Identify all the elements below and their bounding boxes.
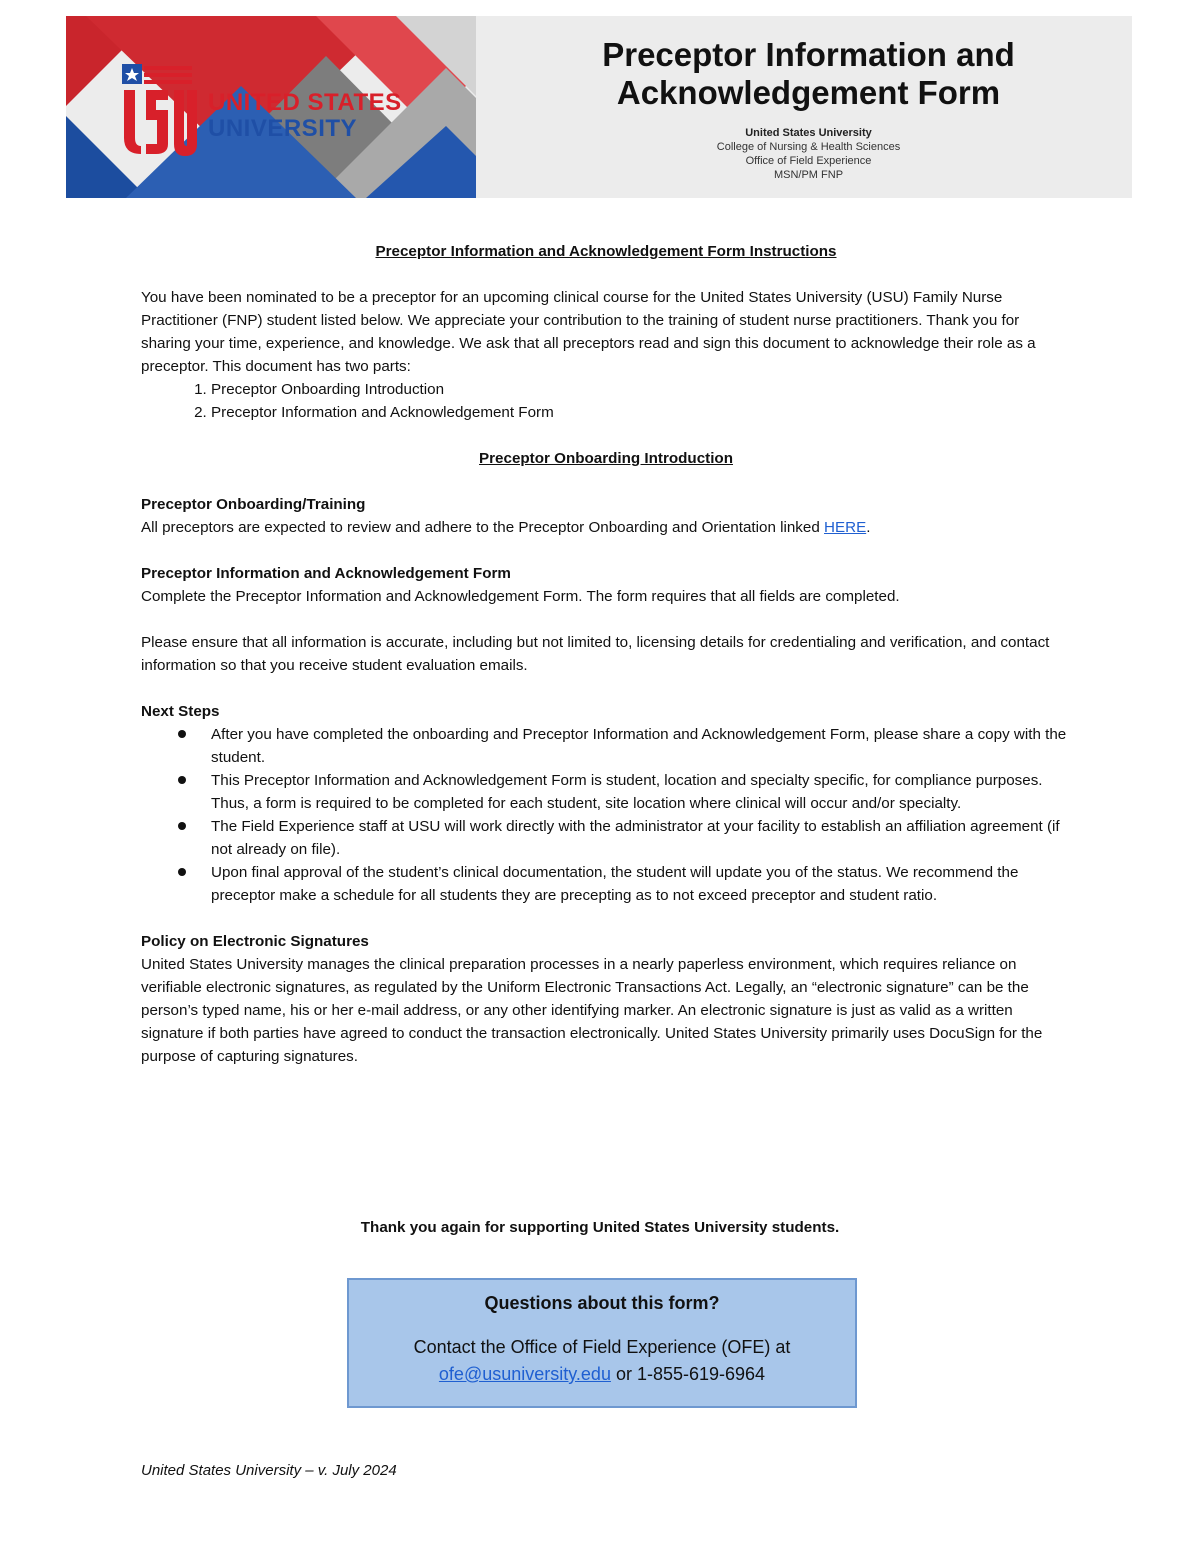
phone-number: 1-855-619-6964 — [636, 1364, 766, 1384]
next-steps-heading: Next Steps — [141, 703, 220, 720]
training-paragraph — [141, 516, 1071, 539]
questions-box — [347, 1278, 857, 1408]
questions-contact — [349, 1334, 855, 1388]
logo-line2: UNIVERSITY — [208, 115, 358, 142]
contact-text: Contact the Office of Field Experience (OFE) at — [413, 1337, 791, 1357]
next-steps-list — [141, 723, 1071, 907]
page-title-line2: Acknowledgement Form — [616, 74, 1001, 111]
instructions-heading: Preceptor Information and Acknowledgement Form Instructions — [375, 243, 837, 260]
program-name: MSN/PM FNP — [773, 169, 844, 181]
college-name: College of Nursing & Health Sciences — [716, 141, 901, 153]
list-item: 2. Preceptor Information and Acknowledgement Form — [211, 401, 1071, 424]
here-link[interactable]: HERE — [824, 519, 867, 536]
page-title-line1: Preceptor Information and — [602, 36, 1015, 73]
logo-line1: UNITED STATES — [208, 89, 402, 116]
email-link[interactable]: ofe@usuniversity.edu — [438, 1364, 611, 1384]
thank-you-line: Thank you again for supporting United States University students. — [360, 1219, 840, 1236]
training-end: . — [866, 519, 871, 536]
org-name: United States University — [745, 127, 872, 139]
header-banner — [66, 16, 1132, 198]
list-item: After you have completed the onboarding and Preceptor Information and Acknowledgement Form, please share a copy with the student. — [211, 723, 1071, 769]
form-heading: Preceptor Information and Acknowledgement Form — [141, 565, 511, 582]
policy-text: United States University manages the clinical preparation processes in a nearly paperless environment, which requires reliance on verifiable electronic signatures, as regulated by the Uniform Electronic Transactions Act. Legally, an “electronic signature” can be the person’s typed name, his or her e-mail address, or any other identifying marker. An electronic signature is just as valid as a written signature if both parties have agreed to conduct the transaction electronically. United States University primarily uses DocuSign for the purpose of capturing signatures. — [141, 956, 1043, 1065]
policy-heading: Policy on Electronic Signatures — [141, 933, 369, 950]
training-heading: Preceptor Onboarding/Training — [141, 496, 366, 513]
training-text: All preceptors are expected to review and adhere to the Preceptor Onboarding and Orientation linked — [141, 519, 825, 536]
list-item: Upon final approval of the student’s clinical documentation, the student will update you of the status. We recommend the preceptor make a schedule for all students they are precepting as to not exceed preceptor and student ratio. — [211, 861, 1071, 907]
document-body — [141, 240, 1071, 1068]
ensure-text: Please ensure that all information is accurate, including but not limited to, licensing details for credentialing and verification, and contact information so that you receive student evaluation emails. — [141, 634, 1050, 674]
questions-title: Questions about this form? — [484, 1293, 720, 1313]
form-text: Complete the Preceptor Information and Acknowledgement Form. The form requires that all fields are completed. — [141, 588, 900, 605]
or-text: or — [610, 1364, 637, 1384]
footer-version: United States University – v. July 2024 — [141, 1462, 397, 1479]
list-item: 1. Preceptor Onboarding Introduction — [211, 378, 1071, 401]
onboarding-heading: Preceptor Onboarding Introduction — [479, 450, 733, 467]
parts-list — [141, 378, 1071, 424]
office-name: Office of Field Experience — [745, 155, 872, 167]
list-item: This Preceptor Information and Acknowledgement Form is student, location and specialty specific, for compliance purposes. Thus, a form is required to be completed for each student, site location where clinical will occur and/or specialty. — [211, 769, 1071, 815]
list-item: The Field Experience staff at USU will work directly with the administrator at your facility to establish an affiliation agreement (if not already on file). — [211, 815, 1071, 861]
instructions-intro: You have been nominated to be a preceptor for an upcoming clinical course for the United States University (USU) Family Nurse Practitioner (FNP) student listed below. We appreciate your contribution to the training of student nurse practitioners. Thank you for sharing your time, experience, and knowledge. We ask that all preceptors read and sign this document to acknowledge their role as a preceptor. This document has two parts: — [141, 289, 1036, 375]
